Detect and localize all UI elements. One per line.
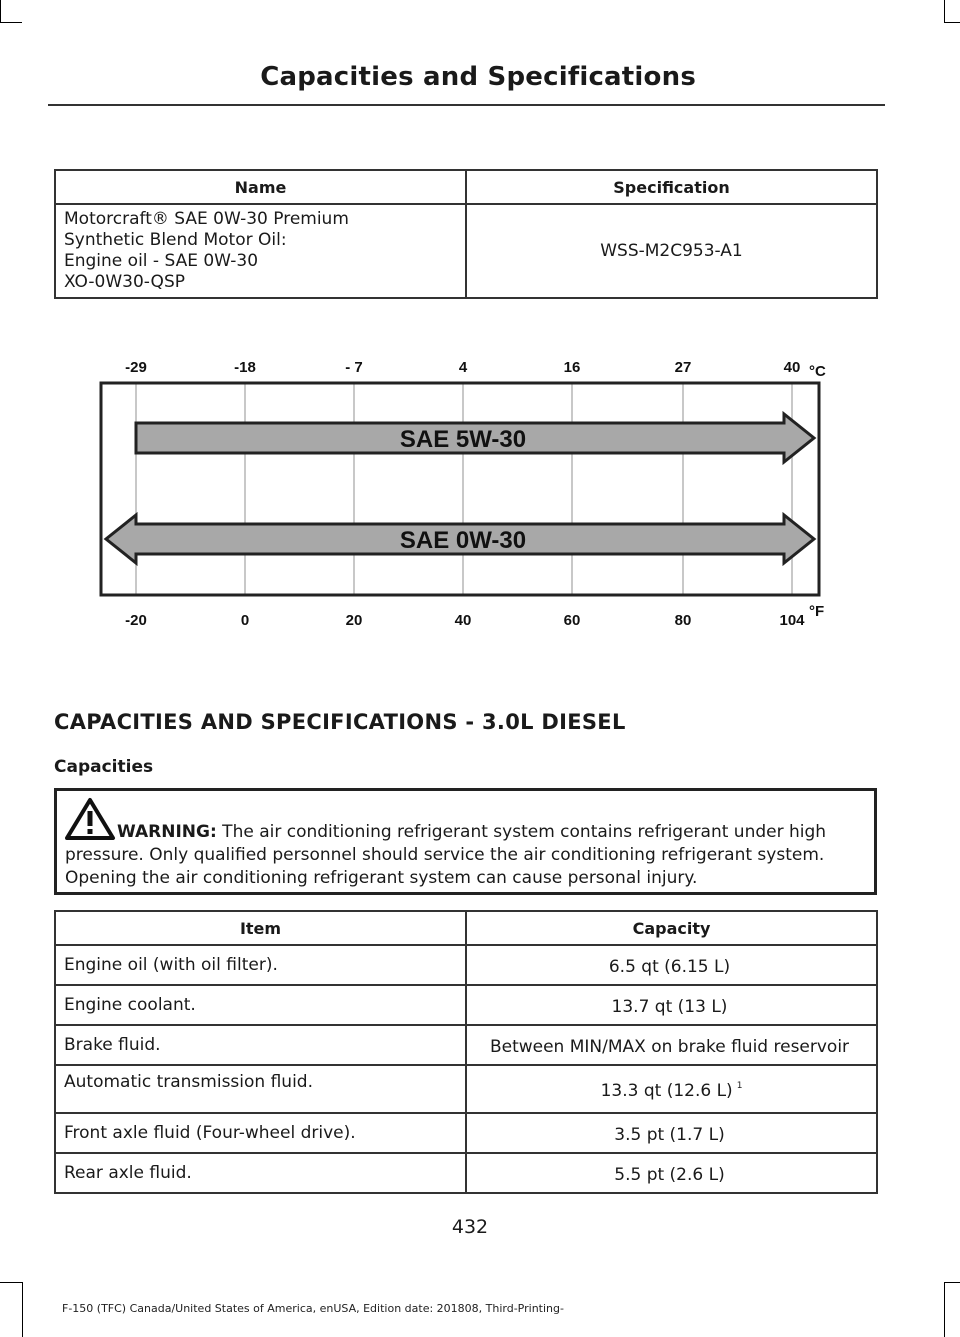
oil-name-line: XO-0W30-QSP	[64, 272, 185, 292]
column-header-specification: Specification	[466, 170, 877, 204]
oil-name-line: Synthetic Blend Motor Oil:	[64, 230, 287, 250]
warning-text	[65, 821, 865, 890]
celsius-tick-label: 40	[783, 359, 801, 376]
crop-mark	[0, 22, 22, 23]
fahrenheit-tick-label: 20	[345, 612, 363, 629]
header-divider	[48, 104, 885, 106]
crop-mark	[944, 22, 960, 23]
fahrenheit-tick-label: -20	[125, 612, 147, 629]
oil-viscosity-temperature-chart	[0, 340, 960, 660]
celsius-unit-label: °C	[809, 363, 826, 380]
celsius-tick-label: 16	[563, 359, 581, 376]
crop-mark	[944, 1282, 945, 1337]
table-row	[55, 1153, 877, 1193]
column-header-capacity: Capacity	[466, 911, 877, 945]
page-number: 432	[451, 1216, 489, 1238]
warning-box	[54, 788, 877, 895]
item-cell: Front axle fluid (Four-wheel drive).	[55, 1113, 466, 1153]
celsius-tick-label: 27	[674, 359, 692, 376]
capacity-cell	[466, 985, 877, 1025]
crop-mark	[22, 1282, 23, 1337]
page-title: Capacities and Specifications	[260, 62, 696, 92]
table-row	[55, 945, 877, 985]
oil-spec-table	[54, 169, 878, 299]
viscosity-bar-label: SAE 0W-30	[399, 527, 527, 554]
table-row	[55, 1065, 877, 1113]
item-cell: Rear axle fluid.	[55, 1153, 466, 1193]
oil-spec-cell: WSS-M2C953-A1	[466, 204, 877, 298]
capacities-table	[54, 910, 878, 1194]
capacity-value: 5.5 pt (2.6 L)	[614, 1165, 725, 1185]
column-header-name: Name	[55, 170, 466, 204]
capacity-value: Between MIN/MAX on brake fluid reservoir	[489, 1037, 850, 1057]
item-cell: Engine coolant.	[55, 985, 466, 1025]
crop-mark	[0, 1282, 22, 1283]
fahrenheit-tick-label: 104	[779, 612, 805, 629]
fahrenheit-tick-label: 40	[454, 612, 472, 629]
celsius-tick-label: -18	[234, 359, 256, 376]
column-header-item: Item	[55, 911, 466, 945]
capacity-value: 13.3 qt (12.6 L)	[600, 1081, 733, 1101]
capacity-value: 6.5 qt (6.15 L)	[608, 957, 731, 977]
chart-ticks	[125, 359, 805, 629]
table-row	[55, 985, 877, 1025]
table-row	[55, 1025, 877, 1065]
warning-message: The air conditioning refrigerant system contains refrigerant under high pressure. Only qualified personnel should service the air conditioning refrigerant system. Opening the air conditioning refrigerant system can cause personal injury.	[65, 822, 827, 888]
capacity-value: 3.5 pt (1.7 L)	[614, 1125, 725, 1145]
warning-label: WARNING:	[117, 822, 217, 842]
capacity-value: 13.7 qt (13 L)	[611, 997, 728, 1017]
capacity-cell	[466, 1153, 877, 1193]
celsius-tick-label: -29	[125, 359, 147, 376]
table-row	[55, 204, 877, 298]
chart-bars	[106, 414, 814, 563]
fahrenheit-tick-label: 80	[674, 612, 692, 629]
fahrenheit-tick-label: 60	[563, 612, 581, 629]
fahrenheit-tick-label: 0	[240, 612, 250, 629]
item-cell: Brake fluid.	[55, 1025, 466, 1065]
table-row	[55, 1113, 877, 1153]
chart-grid	[136, 384, 792, 594]
edition-footer: F-150 (TFC) Canada/United States of America, enUSA, Edition date: 201808, Third-Printing-	[62, 1302, 564, 1315]
celsius-tick-label: - 7	[345, 359, 363, 376]
capacity-cell	[466, 1025, 877, 1065]
oil-name-cell	[55, 204, 466, 298]
footnote-marker: 1	[736, 1081, 743, 1091]
oil-name-line: Motorcraft® SAE 0W-30 Premium	[64, 209, 349, 229]
celsius-tick-label: 4	[458, 359, 468, 376]
capacities-subheading: Capacities	[54, 757, 154, 777]
oil-name-line: Engine oil - SAE 0W-30	[64, 251, 259, 271]
item-cell: Engine oil (with oil filter).	[55, 945, 466, 985]
crop-mark	[944, 0, 945, 22]
crop-mark	[0, 0, 1, 22]
crop-mark	[944, 1282, 960, 1283]
section-heading: CAPACITIES AND SPECIFICATIONS - 3.0L DIESEL	[54, 710, 626, 734]
capacity-cell	[466, 945, 877, 985]
item-cell: Automatic transmission fluid.	[55, 1065, 466, 1113]
chart-frame	[101, 383, 819, 595]
fahrenheit-unit-label: °F	[809, 603, 825, 620]
capacity-cell	[466, 1065, 877, 1113]
capacity-cell	[466, 1113, 877, 1153]
viscosity-bar-label: SAE 5W-30	[399, 426, 527, 453]
